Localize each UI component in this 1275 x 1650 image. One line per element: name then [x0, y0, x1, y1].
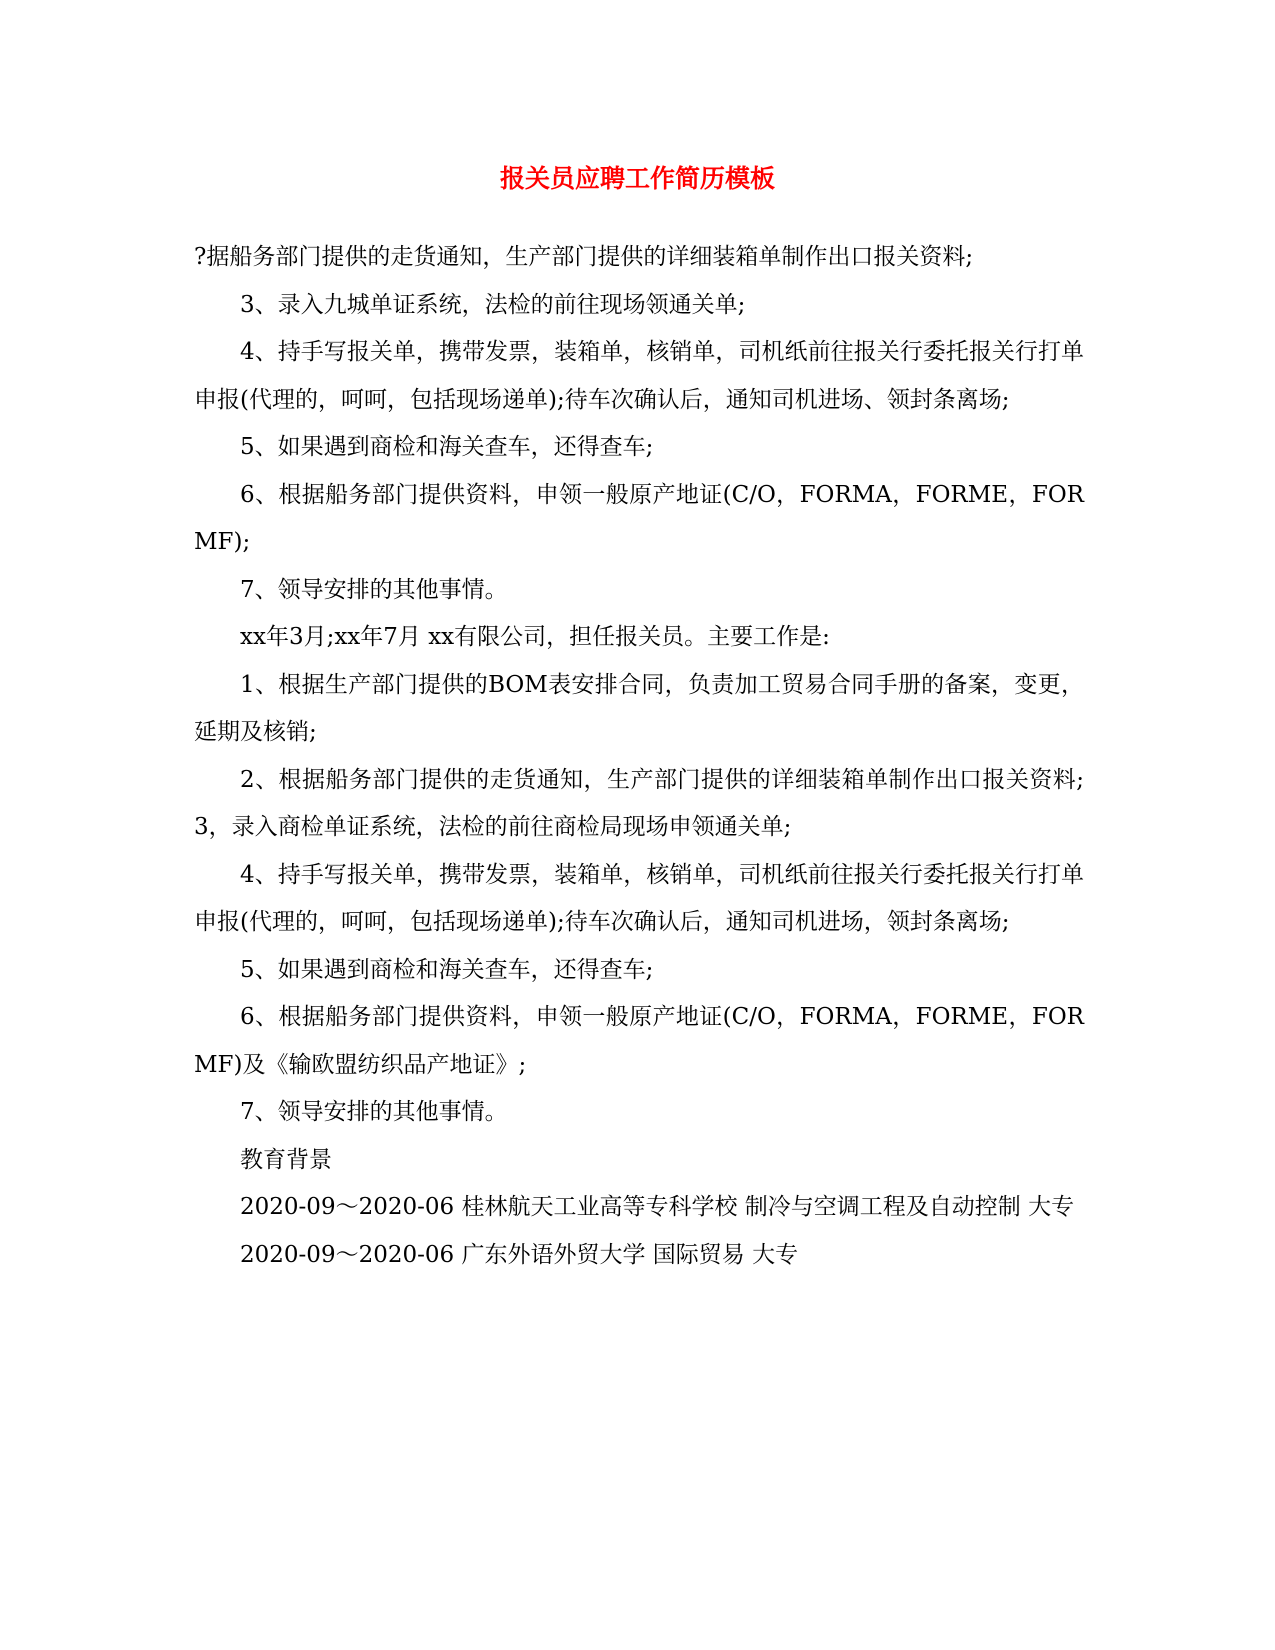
body-paragraph: 4、持手写报关单，携带发票，装箱单，核销单，司机纸前往报关行委托报关行打单申报(代理的，呵呵，包括现场递单);待车次确认后，通知司机进场、领封条离场; [194, 339, 1084, 413]
body-paragraph: 教育背景 [240, 1146, 332, 1173]
body-paragraph: 7、领导安排的其他事情。 [240, 1099, 508, 1125]
body-paragraph: 6、根据船务部门提供资料，申领一般原产地证(C/O，FORMA，FORME，FORMF)及《输欧盟纺织品产地证》; [194, 1004, 1084, 1078]
body-paragraph: 6、根据船务部门提供资料，申领一般原产地证(C/O，FORMA，FORME，FORMF); [194, 481, 1084, 555]
body-paragraph: 2020-09～2020-06 桂林航天工业高等专科学校 制冷与空调工程及自动控制 大专 [240, 1194, 1075, 1220]
body-paragraph: ?据船务部门提供的走货通知，生产部门提供的详细装箱单制作出口报关资料; [194, 244, 974, 270]
document-body [194, 234, 1084, 1279]
body-paragraph: 4、持手写报关单，携带发票，装箱单，核销单，司机纸前往报关行委托报关行打单申报(代理的，呵呵，包括现场递单);待车次确认后，通知司机进场，领封条离场; [194, 861, 1084, 935]
document-title: 报关员应聘工作简历模板 [499, 164, 775, 193]
body-paragraph: 7、领导安排的其他事情。 [240, 576, 508, 603]
body-paragraph: 2020-09～2020-06 广东外语外贸大学 国际贸易 大专 [240, 1241, 799, 1268]
body-paragraph: 5、如果遇到商检和海关查车，还得查车; [240, 956, 654, 983]
body-paragraph: xx年3月;xx年7月 xx有限公司，担任报关员。主要工作是: [240, 624, 830, 650]
body-paragraph: 5、如果遇到商检和海关查车，还得查车; [240, 434, 654, 460]
body-paragraph: 2、根据船务部门提供的走货通知，生产部门提供的详细装箱单制作出口报关资料;3，录入商检单证系统，法检的前往商检局现场申领通关单; [194, 766, 1084, 840]
body-paragraph: 1、根据生产部门提供的BOM表安排合同，负责加工贸易合同手册的备案，变更，延期及核销; [194, 671, 1084, 745]
body-paragraph: 3、录入九城单证系统，法检的前往现场领通关单; [240, 291, 746, 318]
